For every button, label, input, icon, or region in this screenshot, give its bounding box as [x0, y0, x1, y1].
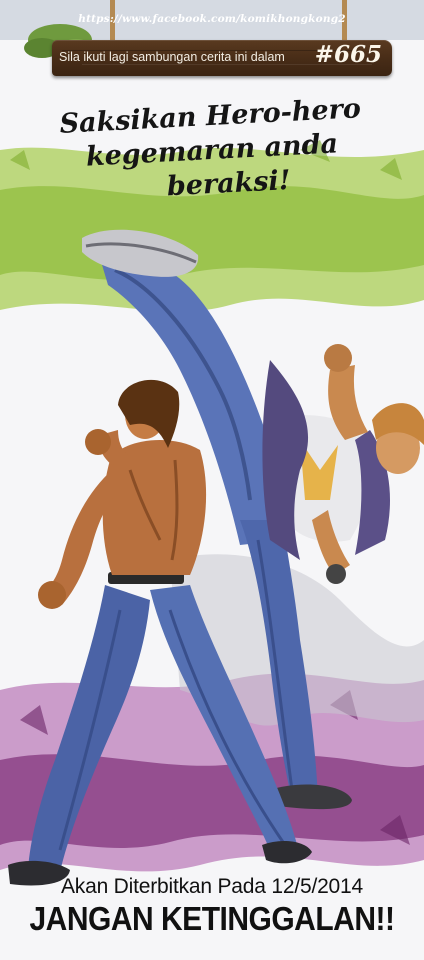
headline-line-3: beraksi! — [166, 164, 292, 203]
headline-line-2: kegemaran anda — [85, 128, 339, 173]
call-to-action: JANGAN KETINGGALAN!! — [29, 900, 395, 938]
left-fist — [38, 581, 66, 609]
right-fist — [85, 429, 111, 455]
issue-number: #665 — [314, 41, 382, 68]
raised-fist — [324, 344, 352, 372]
facebook-url[interactable]: https://www.facebook.com/komikhongkong2 — [78, 13, 346, 25]
continuation-notice: Sila ikuti lagi sambungan cerita ini dalam — [59, 50, 285, 64]
publish-date-text: Akan Diterbitkan Pada 12/5/2014 — [60, 875, 363, 898]
wooden-sign — [52, 40, 392, 76]
headline-line-1: Saksikan Hero-hero — [58, 93, 362, 140]
gloved-hand — [326, 564, 346, 584]
